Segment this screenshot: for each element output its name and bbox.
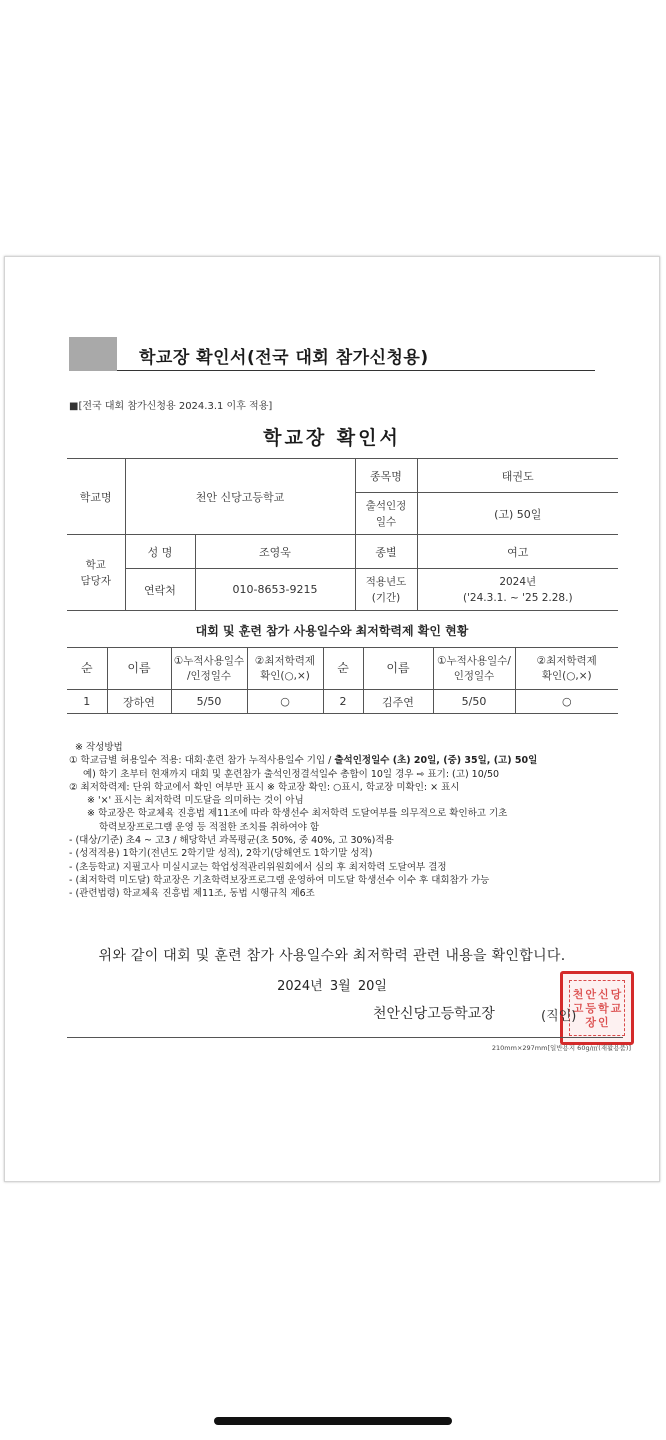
header-gray-block (69, 337, 117, 371)
header-title: 학교장 확인서(전국 대회 참가신청용) (139, 348, 429, 368)
year-label: 적용년도 (기간) (355, 569, 417, 611)
paper-spec: 210mm×297mm[일반용지 60g/㎡(재활용품)] (491, 1044, 631, 1052)
footer-rule (67, 1037, 623, 1038)
info-table (67, 458, 618, 611)
note-line: - (최저학력 미도달) 학교장은 기초학력보장프로그램 운영하여 미도달 학생선수 이수 후 대회참가 가능 (69, 874, 490, 886)
year-value: 2024년 ('24.3.1. ~ '25 2.28.) (417, 569, 618, 611)
event-value: 태권도 (417, 459, 618, 493)
row-no: 2 (323, 690, 363, 714)
row-days: 5/50 (433, 690, 515, 714)
seal-text: 천안신당고등학교장인 (572, 988, 624, 1029)
row-name: 장하연 (107, 690, 171, 714)
contact-label: 연락처 (125, 569, 195, 611)
col-name-header-2: 이름 (363, 648, 433, 690)
col-no-header-2: 순 (323, 648, 363, 690)
note-line: 예) 학기 초부터 현재까지 대회 및 훈련참가 출석인정결석일수 총합이 10일 경우 ⇨ 표기: (고) 10/50 (83, 768, 500, 780)
name-value: 조영욱 (195, 535, 355, 569)
note-line: ② 최저학력제: 단위 학교에서 확인 여부만 표시 ※ 학교장 확인: ○표시, 학교장 미확인: × 표시 (69, 781, 460, 793)
notes-section (69, 741, 629, 901)
document-sheet (4, 256, 660, 1182)
school-value: 천안 신당고등학교 (125, 459, 355, 535)
category-value: 여고 (417, 535, 618, 569)
col-check-header-2: ②최저학력제 확인(○,×) (515, 648, 618, 690)
notes-heading: ※ 작성방법 (75, 742, 123, 753)
row-check: ○ (247, 690, 323, 714)
row-check: ○ (515, 690, 618, 714)
event-label: 종목명 (355, 459, 417, 493)
row-no: 1 (67, 690, 107, 714)
note-line: - (성적적용) 1학기(전년도 2학기말 성적), 2학기(당해연도 1학기말 성적) (69, 848, 373, 860)
row-days: 5/50 (171, 690, 247, 714)
col-check-header: ②최저학력제 확인(○,×) (247, 648, 323, 690)
apply-note: ■[전국 대회 참가신청용 2024.3.1 이후 적용] (69, 401, 273, 412)
note-line: - (초등학교) 지필고사 미실시교는 학업성적관리위원회에서 심의 후 최저학력 도달여부 결정 (69, 861, 447, 873)
col-days-header: ①누적사용일수 /인정일수 (171, 648, 247, 690)
category-label: 종별 (355, 535, 417, 569)
manager-label: 학교 담당자 (67, 535, 125, 611)
col-days-header-2: ①누적사용일수/ 인정일수 (433, 648, 515, 690)
usage-table (67, 647, 618, 714)
home-indicator[interactable] (214, 1417, 452, 1425)
row-name: 김주연 (363, 690, 433, 714)
contact-value: 010-8653-9215 (195, 569, 355, 611)
col-name-header: 이름 (107, 648, 171, 690)
principal-name: 천안신당고등학교장 (373, 1006, 495, 1022)
seal-label: (직인) (541, 1009, 577, 1024)
header-rule (117, 370, 595, 371)
note-line: 학력보장프로그램 운영 등 적절한 조치를 취하여야 함 (99, 821, 320, 833)
confirm-statement: 위와 같이 대회 및 훈련 참가 사용일수와 최저학력 관련 내용을 확인합니다. (98, 948, 566, 964)
school-label: 학교명 (67, 459, 125, 535)
note-line: ※ 학교장은 학교체육 진흥법 제11조에 따라 학생선수 최저학력 도달여부를 의무적으로 확인하고 기초 (87, 808, 508, 820)
note-line: ① 학교급별 허용일수 적용: 대회·훈련 참가 누적사용일수 기입 / 출석인정일수 (초) 20일, (중) 35일, (고) 50일 (69, 755, 538, 767)
table-row (67, 690, 618, 714)
usage-section-title: 대회 및 훈련 참가 사용일수와 최저학력제 확인 현황 (195, 624, 469, 638)
col-no-header: 순 (67, 648, 107, 690)
document-title: 학교장 확인서 (263, 427, 401, 449)
note-line: ※ '×' 표시는 최저학력 미도달을 의미하는 것이 아님 (87, 795, 304, 807)
note-line: - (대상/기준) 초4 ~ 고3 / 해당학년 과목평균(초 50%, 중 40%, 고 30%)적용 (69, 835, 394, 847)
issue-date: 2024년 3월 20일 (277, 979, 387, 994)
attendance-label: 출석인정 일수 (355, 493, 417, 535)
attendance-value: (고) 50일 (417, 493, 618, 535)
name-label: 성 명 (125, 535, 195, 569)
note-line: - (관련법령) 학교체육 진흥법 제11조, 동법 시행규칙 제6조 (69, 888, 315, 900)
